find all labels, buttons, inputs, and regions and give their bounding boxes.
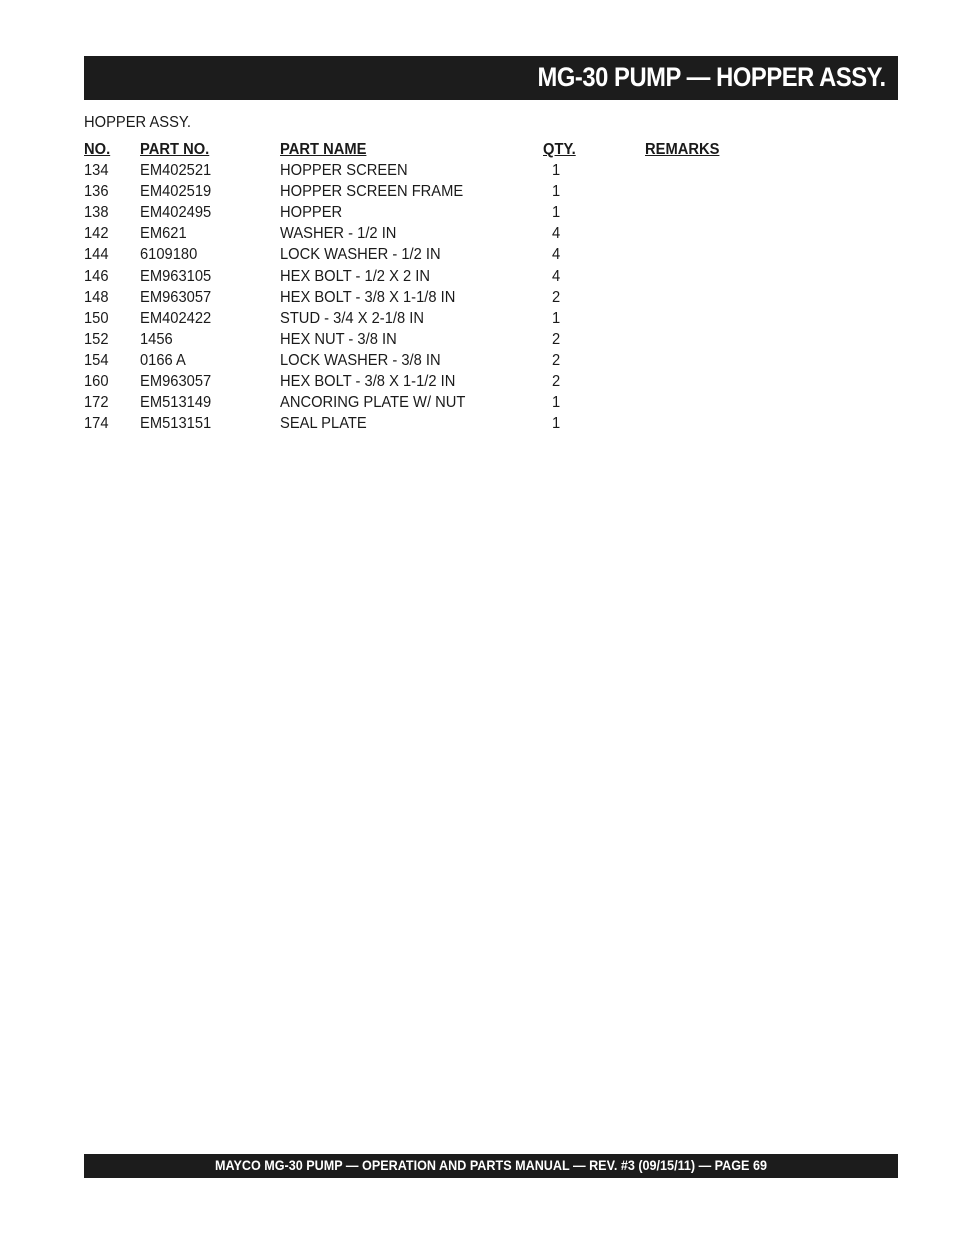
cell-part-no: EM402495 <box>140 204 212 222</box>
footer-text: MAYCO MG-30 PUMP — OPERATION AND PARTS MANUAL — REV. #3 (09/15/11) — PAGE 69 <box>215 1157 767 1173</box>
cell-no: 138 <box>84 204 109 222</box>
cell-part-name: HOPPER <box>280 204 343 222</box>
header-part-name: PART NAME <box>280 141 367 158</box>
cell-qty: 2 <box>552 288 561 306</box>
cell-no: 150 <box>84 309 109 327</box>
page-footer-bar <box>84 1154 898 1178</box>
cell-no: 160 <box>84 373 109 391</box>
cell-part-no: EM402519 <box>140 183 212 201</box>
cell-part-name: ANCORING PLATE W/ NUT <box>280 394 466 412</box>
cell-qty: 1 <box>552 204 561 222</box>
cell-part-no: EM963057 <box>140 288 212 306</box>
cell-part-no: EM513151 <box>140 415 212 433</box>
cell-part-no: 0166 A <box>140 351 186 369</box>
cell-part-no: 6109180 <box>140 246 198 264</box>
cell-part-no: EM402422 <box>140 309 212 327</box>
cell-part-name: STUD - 3/4 X 2-1/8 IN <box>280 309 424 327</box>
cell-qty: 4 <box>552 225 561 243</box>
cell-part-name: HEX BOLT - 3/8 X 1-1/2 IN <box>280 373 456 391</box>
cell-part-no: EM402521 <box>140 162 212 180</box>
cell-no: 152 <box>84 330 109 348</box>
cell-no: 142 <box>84 225 109 243</box>
cell-no: 172 <box>84 394 109 412</box>
cell-qty: 1 <box>552 309 561 327</box>
cell-qty: 1 <box>552 415 561 433</box>
page-header-bar <box>84 56 898 100</box>
cell-part-name: HOPPER SCREEN <box>280 162 408 180</box>
header-remarks: REMARKS <box>645 141 720 158</box>
cell-no: 148 <box>84 288 109 306</box>
cell-no: 174 <box>84 415 109 433</box>
cell-no: 146 <box>84 267 109 285</box>
header-qty: QTY. <box>543 141 576 158</box>
cell-qty: 4 <box>552 267 561 285</box>
cell-part-name: LOCK WASHER - 1/2 IN <box>280 246 441 264</box>
cell-part-no: EM621 <box>140 225 187 243</box>
page-title: MG-30 PUMP — HOPPER ASSY. <box>537 62 886 92</box>
cell-part-name: HOPPER SCREEN FRAME <box>280 183 464 201</box>
section-label: HOPPER ASSY. <box>84 114 191 131</box>
cell-part-name: LOCK WASHER - 3/8 IN <box>280 351 441 369</box>
cell-qty: 2 <box>552 351 561 369</box>
cell-part-name: HEX BOLT - 1/2 X 2 IN <box>280 267 430 285</box>
header-part-no: PART NO. <box>140 141 210 158</box>
cell-no: 144 <box>84 246 109 264</box>
cell-qty: 2 <box>552 373 561 391</box>
cell-part-name: WASHER - 1/2 IN <box>280 225 397 243</box>
cell-qty: 1 <box>552 394 561 412</box>
cell-part-name: SEAL PLATE <box>280 415 367 433</box>
header-no: NO. <box>84 141 111 158</box>
cell-no: 136 <box>84 183 109 201</box>
cell-no: 154 <box>84 351 109 369</box>
cell-qty: 1 <box>552 162 561 180</box>
cell-part-no: EM963105 <box>140 267 212 285</box>
cell-qty: 1 <box>552 183 561 201</box>
cell-part-no: EM963057 <box>140 373 212 391</box>
cell-part-no: EM513149 <box>140 394 212 412</box>
cell-part-name: HEX BOLT - 3/8 X 1-1/8 IN <box>280 288 456 306</box>
cell-qty: 4 <box>552 246 561 264</box>
cell-part-no: 1456 <box>140 330 173 348</box>
cell-no: 134 <box>84 162 109 180</box>
cell-part-name: HEX NUT - 3/8 IN <box>280 330 397 348</box>
cell-qty: 2 <box>552 330 561 348</box>
